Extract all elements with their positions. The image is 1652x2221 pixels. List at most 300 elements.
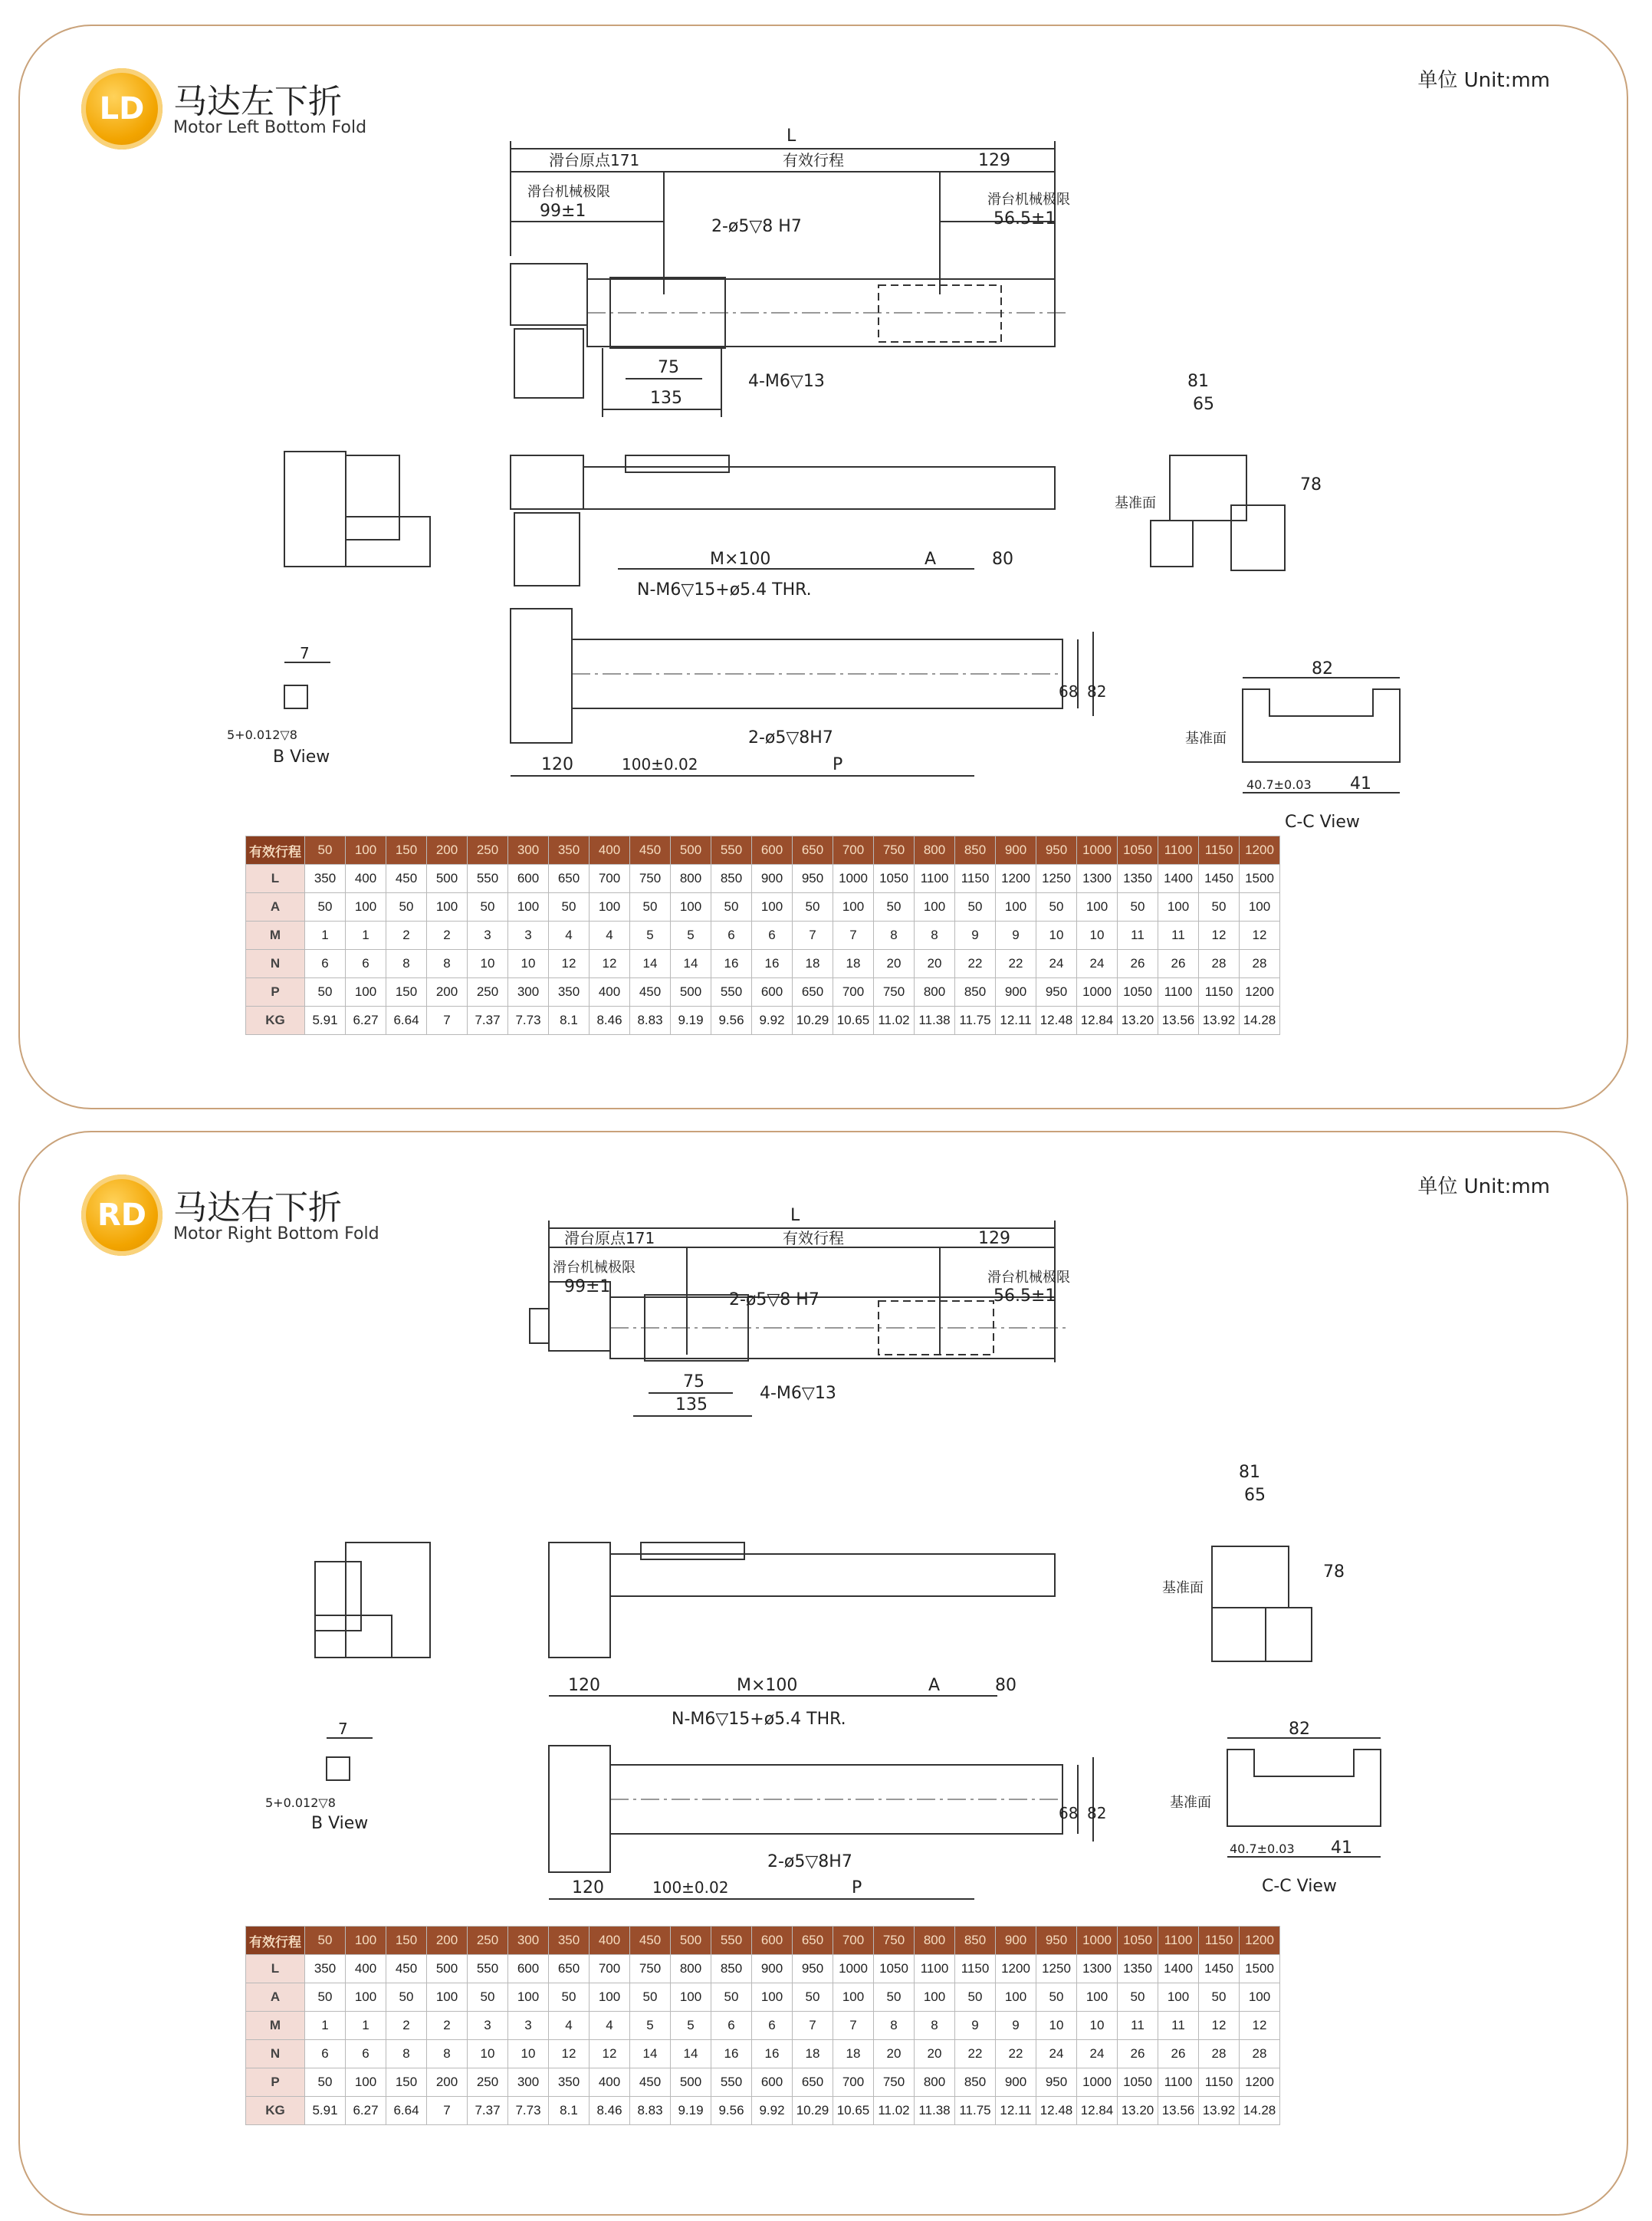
table-cell: 1150 bbox=[955, 865, 996, 893]
table-cell: 22 bbox=[955, 2040, 996, 2068]
table-cell: 14 bbox=[630, 950, 671, 978]
ld-m6: 4-M6▽13 bbox=[748, 372, 825, 391]
table-header-cell: 400 bbox=[590, 836, 630, 865]
table-cell: 700 bbox=[590, 1955, 630, 1983]
table-cell: 50 bbox=[549, 893, 590, 922]
table-cell: 1500 bbox=[1240, 865, 1280, 893]
table-header-cell: 650 bbox=[793, 1927, 833, 1955]
ld-cc-view bbox=[1243, 678, 1400, 793]
table-cell: 800 bbox=[915, 2068, 955, 2097]
rd-dim-99: 99±1 bbox=[564, 1277, 611, 1296]
ld-limit-left: 滑台机械极限 bbox=[527, 184, 610, 200]
table-cell: 1150 bbox=[955, 1955, 996, 1983]
table-cell: 9.92 bbox=[752, 2097, 793, 2125]
rd-dim-L: L bbox=[790, 1206, 800, 1225]
table-cell: 11 bbox=[1158, 2012, 1199, 2040]
table-cell: 1000 bbox=[1077, 2068, 1118, 2097]
table-cell: 5 bbox=[630, 2012, 671, 2040]
table-cell: 5 bbox=[630, 922, 671, 950]
table-cell: 450 bbox=[630, 2068, 671, 2097]
rd-bview: B View bbox=[311, 1814, 369, 1833]
table-header-cell: 1200 bbox=[1240, 836, 1280, 865]
rd-dim-P: P bbox=[852, 1878, 862, 1897]
table-cell: 7 bbox=[427, 2097, 468, 2125]
table-cell: 8 bbox=[915, 2012, 955, 2040]
table-cell: 12 bbox=[1199, 2012, 1240, 2040]
table-cell: 9.19 bbox=[671, 2097, 711, 2125]
table-row-label: N bbox=[246, 950, 305, 978]
table-cell: 1000 bbox=[833, 1955, 874, 1983]
rd-ccview: C-C View bbox=[1262, 1877, 1337, 1896]
table-cell: 7 bbox=[833, 922, 874, 950]
table-cell: 1050 bbox=[874, 1955, 915, 1983]
rd-dim-135: 135 bbox=[675, 1395, 708, 1414]
table-cell: 450 bbox=[386, 865, 427, 893]
table-cell: 200 bbox=[427, 2068, 468, 2097]
table-cell: 11 bbox=[1158, 922, 1199, 950]
table-cell: 100 bbox=[590, 893, 630, 922]
table-cell: 100 bbox=[427, 893, 468, 922]
table-header-cell: 800 bbox=[915, 1927, 955, 1955]
ld-dim-407: 40.7±0.03 bbox=[1246, 777, 1312, 792]
table-cell: 8 bbox=[386, 950, 427, 978]
table-cell: 50 bbox=[955, 893, 996, 922]
table-cell: 6 bbox=[752, 2012, 793, 2040]
table-cell: 13.92 bbox=[1199, 1007, 1240, 1035]
table-row-label: KG bbox=[246, 2097, 305, 2125]
table-cell: 12 bbox=[549, 2040, 590, 2068]
table-cell: 26 bbox=[1118, 950, 1158, 978]
table-cell: 550 bbox=[711, 2068, 752, 2097]
table-cell: 1100 bbox=[1158, 2068, 1199, 2097]
table-cell: 1150 bbox=[1199, 2068, 1240, 2097]
table-cell: 50 bbox=[468, 1983, 508, 2012]
table-header-cell: 700 bbox=[833, 1927, 874, 1955]
table-cell: 8.83 bbox=[630, 2097, 671, 2125]
table-row-label: P bbox=[246, 978, 305, 1007]
table-cell: 50 bbox=[1199, 893, 1240, 922]
table-cell: 1400 bbox=[1158, 1955, 1199, 1983]
table-cell: 3 bbox=[468, 2012, 508, 2040]
table-cell: 750 bbox=[874, 2068, 915, 2097]
table-cell: 50 bbox=[305, 893, 346, 922]
table-header-cell: 1150 bbox=[1199, 836, 1240, 865]
table-cell: 1450 bbox=[1199, 865, 1240, 893]
table-cell: 26 bbox=[1118, 2040, 1158, 2068]
table-cell: 1050 bbox=[1118, 2068, 1158, 2097]
table-header-row bbox=[246, 1927, 1280, 1955]
table-cell: 9 bbox=[955, 922, 996, 950]
table-cell: 950 bbox=[1036, 978, 1077, 1007]
rd-dim-80: 80 bbox=[995, 1676, 1016, 1695]
rd-dim-129: 129 bbox=[978, 1229, 1010, 1248]
table-cell: 400 bbox=[590, 978, 630, 1007]
table-cell: 100 bbox=[996, 893, 1036, 922]
table-cell: 28 bbox=[1240, 2040, 1280, 2068]
table-cell: 850 bbox=[711, 1955, 752, 1983]
table-cell: 150 bbox=[386, 2068, 427, 2097]
table-header-cell: 500 bbox=[671, 1927, 711, 1955]
ld-pin-top: 2-ø5▽8 H7 bbox=[711, 217, 802, 236]
table-cell: 7 bbox=[793, 922, 833, 950]
table-cell: 1100 bbox=[915, 1955, 955, 1983]
ld-mx100: M×100 bbox=[710, 550, 771, 569]
table-header-cell: 1150 bbox=[1199, 1927, 1240, 1955]
table-row-label: M bbox=[246, 2012, 305, 2040]
table-cell: 550 bbox=[468, 1955, 508, 1983]
ld-dim-41: 41 bbox=[1350, 774, 1371, 793]
table-header-cell: 400 bbox=[590, 1927, 630, 1955]
table-cell: 6 bbox=[346, 2040, 386, 2068]
rd-side-views bbox=[315, 1543, 1312, 1661]
table-cell: 3 bbox=[468, 922, 508, 950]
table-cell: 4 bbox=[549, 2012, 590, 2040]
table-cell: 2 bbox=[427, 922, 468, 950]
table-cell: 1150 bbox=[1199, 978, 1240, 1007]
table-cell: 150 bbox=[386, 978, 427, 1007]
ld-dim-81: 81 bbox=[1187, 372, 1209, 391]
table-header-cell: 200 bbox=[427, 1927, 468, 1955]
table-cell: 10 bbox=[1077, 2012, 1118, 2040]
table-header-cell: 800 bbox=[915, 836, 955, 865]
table-row-label: A bbox=[246, 893, 305, 922]
table-cell: 10 bbox=[1077, 922, 1118, 950]
ld-dim-100: 100±0.02 bbox=[622, 755, 698, 774]
rd-dim-100: 100±0.02 bbox=[652, 1878, 729, 1897]
table-cell: 500 bbox=[427, 1955, 468, 1983]
table-cell: 100 bbox=[915, 1983, 955, 2012]
ld-dim-P: P bbox=[833, 755, 843, 774]
table-cell: 100 bbox=[833, 1983, 874, 2012]
table-cell: 700 bbox=[833, 978, 874, 1007]
table-cell: 7 bbox=[833, 2012, 874, 2040]
rd-dim-81: 81 bbox=[1239, 1463, 1260, 1482]
table-cell: 6 bbox=[346, 950, 386, 978]
table-cell: 100 bbox=[1240, 1983, 1280, 2012]
table-cell: 1450 bbox=[1199, 1955, 1240, 1983]
rd-datum-side: 基准面 bbox=[1162, 1580, 1204, 1596]
table-cell: 2 bbox=[386, 2012, 427, 2040]
table-cell: 12.84 bbox=[1077, 2097, 1118, 2125]
table-row bbox=[246, 893, 1280, 922]
table-cell: 350 bbox=[305, 1955, 346, 1983]
ld-dim-565: 56.5±1 bbox=[993, 209, 1056, 228]
table-cell: 650 bbox=[793, 978, 833, 1007]
table-cell: 11.02 bbox=[874, 1007, 915, 1035]
table-header-cell: 有效行程 bbox=[246, 836, 305, 865]
ld-dim-75: 75 bbox=[658, 358, 679, 377]
table-cell: 6 bbox=[711, 922, 752, 950]
table-header-cell: 300 bbox=[508, 1927, 549, 1955]
table-cell: 1300 bbox=[1077, 1955, 1118, 1983]
rd-limit-right: 滑台机械极限 bbox=[987, 1270, 1070, 1286]
ld-dim-129: 129 bbox=[978, 151, 1010, 170]
rd-dim-407: 40.7±0.03 bbox=[1230, 1842, 1295, 1856]
table-cell: 20 bbox=[915, 2040, 955, 2068]
ld-title-zh: 马达左下折 bbox=[173, 82, 342, 121]
table-cell: 10 bbox=[508, 2040, 549, 2068]
table-cell: 2 bbox=[386, 922, 427, 950]
table-cell: 8 bbox=[915, 922, 955, 950]
table-cell: 12.11 bbox=[996, 1007, 1036, 1035]
rd-dim-7: 7 bbox=[338, 1720, 348, 1738]
table-cell: 5.91 bbox=[305, 2097, 346, 2125]
table-cell: 7.73 bbox=[508, 1007, 549, 1035]
rd-title-en: Motor Right Bottom Fold bbox=[173, 1224, 379, 1244]
table-cell: 14 bbox=[671, 950, 711, 978]
table-cell: 600 bbox=[752, 978, 793, 1007]
table-cell: 28 bbox=[1199, 2040, 1240, 2068]
rd-dim-75: 75 bbox=[683, 1372, 704, 1391]
table-cell: 450 bbox=[386, 1955, 427, 1983]
table-cell: 1350 bbox=[1118, 1955, 1158, 1983]
table-header-cell: 有效行程 bbox=[246, 1927, 305, 1955]
ld-datum-cc: 基准面 bbox=[1185, 731, 1227, 747]
table-cell: 1100 bbox=[915, 865, 955, 893]
table-cell: 9 bbox=[955, 2012, 996, 2040]
table-row bbox=[246, 978, 1280, 1007]
table-cell: 50 bbox=[874, 893, 915, 922]
table-header-cell: 750 bbox=[874, 836, 915, 865]
table-header-cell: 700 bbox=[833, 836, 874, 865]
table-cell: 100 bbox=[590, 1983, 630, 2012]
ld-dim-99: 99±1 bbox=[540, 202, 586, 221]
table-cell: 50 bbox=[711, 893, 752, 922]
table-row-label: KG bbox=[246, 1007, 305, 1035]
table-cell: 100 bbox=[508, 1983, 549, 2012]
table-cell: 6.27 bbox=[346, 2097, 386, 2125]
table-cell: 11 bbox=[1118, 922, 1158, 950]
table-cell: 1300 bbox=[1077, 865, 1118, 893]
rd-dim-78: 78 bbox=[1323, 1562, 1345, 1582]
ld-dim-7: 7 bbox=[300, 644, 310, 662]
table-cell: 6.64 bbox=[386, 2097, 427, 2125]
table-header-cell: 850 bbox=[955, 1927, 996, 1955]
table-row-label: M bbox=[246, 922, 305, 950]
rd-dim-120-top: 120 bbox=[568, 1676, 600, 1695]
table-cell: 16 bbox=[752, 2040, 793, 2068]
table-cell: 8.83 bbox=[630, 1007, 671, 1035]
table-cell: 500 bbox=[671, 978, 711, 1007]
table-cell: 14 bbox=[630, 2040, 671, 2068]
table-cell: 100 bbox=[508, 893, 549, 922]
table-row bbox=[246, 2097, 1280, 2125]
ld-ccview: C-C View bbox=[1285, 813, 1360, 832]
table-cell: 13.56 bbox=[1158, 1007, 1199, 1035]
table-cell: 1200 bbox=[1240, 2068, 1280, 2097]
table-cell: 100 bbox=[1240, 893, 1280, 922]
table-cell: 6 bbox=[752, 922, 793, 950]
table-cell: 900 bbox=[752, 1955, 793, 1983]
table-cell: 1250 bbox=[1036, 865, 1077, 893]
ld-title-en: Motor Left Bottom Fold bbox=[173, 118, 367, 137]
rd-cc-view bbox=[1227, 1738, 1381, 1857]
table-cell: 100 bbox=[346, 1983, 386, 2012]
table-row bbox=[246, 2040, 1280, 2068]
table-cell: 12.84 bbox=[1077, 1007, 1118, 1035]
table-cell: 10 bbox=[1036, 922, 1077, 950]
table-header-cell: 1100 bbox=[1158, 836, 1199, 865]
table-cell: 650 bbox=[549, 865, 590, 893]
table-cell: 700 bbox=[590, 865, 630, 893]
table-cell: 600 bbox=[752, 2068, 793, 2097]
table-cell: 50 bbox=[1118, 1983, 1158, 2012]
table-row bbox=[246, 950, 1280, 978]
table-cell: 100 bbox=[752, 893, 793, 922]
table-row bbox=[246, 1007, 1280, 1035]
table-cell: 950 bbox=[1036, 2068, 1077, 2097]
table-row-label: L bbox=[246, 865, 305, 893]
table-header-cell: 1100 bbox=[1158, 1927, 1199, 1955]
table-cell: 50 bbox=[386, 893, 427, 922]
table-row bbox=[246, 2012, 1280, 2040]
table-cell: 6 bbox=[305, 2040, 346, 2068]
table-cell: 8 bbox=[427, 2040, 468, 2068]
table-header-cell: 1200 bbox=[1240, 1927, 1280, 1955]
table-row bbox=[246, 2068, 1280, 2097]
table-header-cell: 150 bbox=[386, 836, 427, 865]
table-cell: 1050 bbox=[874, 865, 915, 893]
rd-dim-120: 120 bbox=[572, 1878, 604, 1897]
table-cell: 10.65 bbox=[833, 2097, 874, 2125]
ld-tol: 5+0.012▽8 bbox=[227, 728, 297, 742]
table-cell: 100 bbox=[752, 1983, 793, 2012]
table-cell: 12 bbox=[1199, 922, 1240, 950]
table-cell: 8 bbox=[427, 950, 468, 978]
ld-dim-82-side: 82 bbox=[1087, 682, 1107, 701]
table-cell: 250 bbox=[468, 2068, 508, 2097]
table-cell: 18 bbox=[833, 2040, 874, 2068]
ld-side-views bbox=[284, 452, 1285, 586]
table-cell: 11.75 bbox=[955, 1007, 996, 1035]
ld-bview: B View bbox=[273, 747, 330, 767]
table-cell: 7.73 bbox=[508, 2097, 549, 2125]
table-cell: 8 bbox=[874, 2012, 915, 2040]
table-cell: 100 bbox=[1158, 1983, 1199, 2012]
ld-dim-80: 80 bbox=[992, 550, 1013, 569]
ld-dim-120: 120 bbox=[541, 755, 573, 774]
ld-datum-side: 基准面 bbox=[1115, 495, 1156, 511]
ld-limit-right: 滑台机械极限 bbox=[987, 192, 1070, 208]
table-row bbox=[246, 1983, 1280, 2012]
table-cell: 14 bbox=[671, 2040, 711, 2068]
table-header-cell: 100 bbox=[346, 836, 386, 865]
ld-dim-stroke: 有效行程 bbox=[783, 151, 844, 169]
table-cell: 50 bbox=[630, 893, 671, 922]
table-cell: 5 bbox=[671, 2012, 711, 2040]
table-header-cell: 550 bbox=[711, 836, 752, 865]
ld-dim-78: 78 bbox=[1300, 475, 1322, 494]
table-cell: 900 bbox=[996, 2068, 1036, 2097]
table-cell: 13.92 bbox=[1199, 2097, 1240, 2125]
table-cell: 50 bbox=[1199, 1983, 1240, 2012]
table-cell: 9.56 bbox=[711, 2097, 752, 2125]
table-cell: 1 bbox=[346, 2012, 386, 2040]
table-cell: 50 bbox=[1036, 1983, 1077, 2012]
table-cell: 9.92 bbox=[752, 1007, 793, 1035]
table-cell: 850 bbox=[955, 2068, 996, 2097]
table-cell: 1400 bbox=[1158, 865, 1199, 893]
table-cell: 900 bbox=[752, 865, 793, 893]
table-cell: 9 bbox=[996, 2012, 1036, 2040]
table-cell: 900 bbox=[996, 978, 1036, 1007]
rd-datum-cc: 基准面 bbox=[1170, 1795, 1211, 1811]
table-cell: 1 bbox=[346, 922, 386, 950]
table-cell: 8 bbox=[874, 922, 915, 950]
table-cell: 8.1 bbox=[549, 2097, 590, 2125]
rd-mx100: M×100 bbox=[737, 1676, 798, 1695]
table-cell: 50 bbox=[305, 978, 346, 1007]
table-cell: 100 bbox=[1077, 1983, 1118, 2012]
table-cell: 100 bbox=[671, 893, 711, 922]
ld-dim-135: 135 bbox=[650, 389, 682, 408]
table-cell: 12 bbox=[549, 950, 590, 978]
table-cell: 12.48 bbox=[1036, 2097, 1077, 2125]
table-cell: 750 bbox=[630, 1955, 671, 1983]
table-cell: 10.29 bbox=[793, 1007, 833, 1035]
table-cell: 12 bbox=[590, 950, 630, 978]
table-cell: 28 bbox=[1240, 950, 1280, 978]
table-cell: 1200 bbox=[996, 1955, 1036, 1983]
table-cell: 14.28 bbox=[1240, 1007, 1280, 1035]
table-cell: 50 bbox=[549, 1983, 590, 2012]
table-cell: 12 bbox=[1240, 2012, 1280, 2040]
table-header-cell: 1050 bbox=[1118, 836, 1158, 865]
table-header-cell: 300 bbox=[508, 836, 549, 865]
table-cell: 13.20 bbox=[1118, 1007, 1158, 1035]
table-header-cell: 350 bbox=[549, 1927, 590, 1955]
ld-nm6: N-M6▽15+ø5.4 THR. bbox=[637, 580, 812, 600]
table-cell: 50 bbox=[630, 1983, 671, 2012]
table-header-cell: 50 bbox=[305, 836, 346, 865]
table-cell: 5.91 bbox=[305, 1007, 346, 1035]
table-cell: 1000 bbox=[1077, 978, 1118, 1007]
table-row-label: P bbox=[246, 2068, 305, 2097]
ld-dim-68: 68 bbox=[1059, 682, 1079, 701]
ld-unit-label: 单位 Unit:mm bbox=[1417, 69, 1550, 92]
table-row bbox=[246, 922, 1280, 950]
table-cell: 950 bbox=[793, 1955, 833, 1983]
table-cell: 50 bbox=[711, 1983, 752, 2012]
rd-tol: 5+0.012▽8 bbox=[265, 1796, 336, 1810]
table-cell: 18 bbox=[793, 2040, 833, 2068]
table-header-cell: 500 bbox=[671, 836, 711, 865]
table-header-cell: 550 bbox=[711, 1927, 752, 1955]
rd-title-zh: 马达右下折 bbox=[173, 1188, 342, 1227]
table-cell: 50 bbox=[468, 893, 508, 922]
table-header-cell: 950 bbox=[1036, 1927, 1077, 1955]
table-cell: 500 bbox=[671, 2068, 711, 2097]
table-cell: 650 bbox=[549, 1955, 590, 1983]
table-row-label: A bbox=[246, 1983, 305, 2012]
table-cell: 11 bbox=[1118, 2012, 1158, 2040]
table-cell: 26 bbox=[1158, 2040, 1199, 2068]
table-cell: 350 bbox=[305, 865, 346, 893]
table-cell: 22 bbox=[996, 2040, 1036, 2068]
table-cell: 4 bbox=[590, 922, 630, 950]
table-header-row bbox=[246, 836, 1280, 865]
table-cell: 1350 bbox=[1118, 865, 1158, 893]
rd-dim-65: 65 bbox=[1244, 1486, 1266, 1505]
rd-nm6: N-M6▽15+ø5.4 THR. bbox=[672, 1710, 846, 1729]
table-cell: 8.46 bbox=[590, 1007, 630, 1035]
table-cell: 50 bbox=[305, 1983, 346, 2012]
rd-unit-label: 单位 Unit:mm bbox=[1417, 1175, 1550, 1198]
table-cell: 700 bbox=[833, 2068, 874, 2097]
table-cell: 11.38 bbox=[915, 2097, 955, 2125]
table-cell: 100 bbox=[671, 1983, 711, 2012]
table-cell: 300 bbox=[508, 978, 549, 1007]
